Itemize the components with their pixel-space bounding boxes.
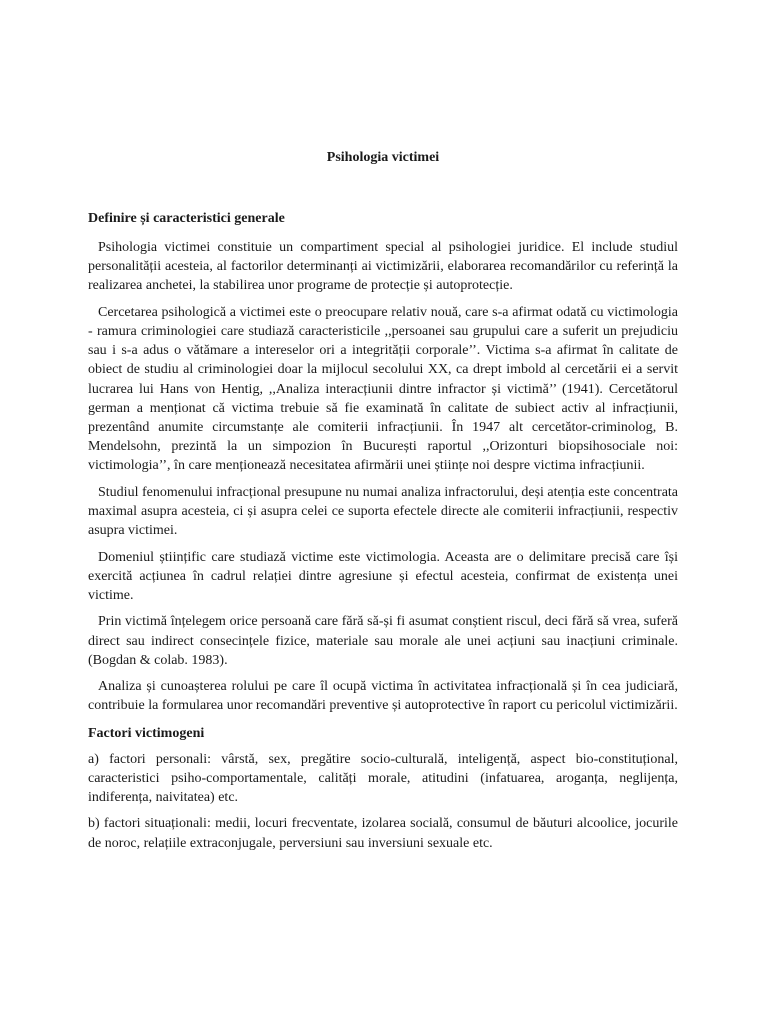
paragraph: Studiul fenomenului infracțional presupune nu numai analiza infractorului, deși atenția este concentrata maximal asupra acesteia, ci și asupra celei ce suporta efectele directe ale comiterii infracțiunii, respectiv asupra victimei. <box>88 484 679 539</box>
list-item-situational-factors: b) factori situaționali: medii, locuri frecventate, izolarea socială, consumul de băuturi alcoolice, jocurile de noroc, relațiile extraconjugale, perversiuni sau inversiuni sexuale etc. <box>88 816 678 851</box>
paragraph: Domeniul științific care studiază victime este victimologia. Aceasta are o delimitare precisă care își exercită acțiunea în cadrul relației dintre agresiune și efectul acesteia, confirmat de existența unei victime. <box>88 549 678 604</box>
document-title: Psihologia victimei <box>326 150 440 165</box>
document-body <box>88 238 678 860</box>
section-heading-factors: Factori victimogeni <box>88 725 205 741</box>
paragraph: Prin victimă înțelegem orice persoană care fără să-și fi asumat conștient riscul, deci fără să vrea, suferă direct sau indirect consecințele fizice, materiale sau morale ale unei acțiuni sau inacțiuni criminale.(Bogdan & colab. 1983). <box>88 614 678 668</box>
paragraph: Analiza și cunoașterea rolului pe care îl ocupă victima în activitatea infracțională și în cea judiciară, contribuie la formularea unor recomandări preventive și autoprotective în raport cu pericolul victimizării. <box>88 679 678 714</box>
paragraph: Psihologia victimei constituie un compartiment special al psihologiei juridice. El include studiul personalității acesteia, al factorilor determinanți ai victimizării, elaborarea recomandărilor cu referință la realizarea anchetei, la stabilirea unor programe de protecție și autoprotecție. <box>88 240 678 294</box>
section-heading-definitions: Definire și caracteristici generale <box>88 211 285 226</box>
document-page <box>88 0 678 1024</box>
paragraph: Cercetarea psihologică a victimei este o preocupare relativ nouă, care s-a afirmat odată cu victimologia - ramura criminologiei care studiază caracteristicile ,,persoanei sau grupului care a suferit un prejudiciu sau i s-a adus o vătămare a intereselor ori a integrității corporale’’. Victima s-a afirmat în calitate de obiect de studiu al criminologiei doar la mijlocul secolului XX, ca drept imbold al cercetării ei a servit lucrarea lui Hans von Hentig, ,,Analiza interacțiunii dintre infractor și victimă’’ (1941). Cercetătorul german a menționat că victima trebuie să fie examinată în calitate de subiect activ al infracțiunii, prezentând anumite circumstanțe ale comiterii infracțiunii. În 1947 alt cercetător-criminolog, B. Mendelsohn, prezintă la un simpozion în București raportul ,,Orizonturi biopsihosociale noi: victimologia’’, în care menționează necesitatea afirmării unei științe noi despre victima infracțiunii. <box>88 304 678 474</box>
list-item-personal-factors: a) factori personali: vârstă, sex, pregătire socio-culturală, inteligență, aspect bio-constituțional, caracteristici psiho-comportamentale, calități morale, atitudini (infatuarea, aroganța, neglijența, indiferența, naivitatea) etc. <box>88 751 678 806</box>
